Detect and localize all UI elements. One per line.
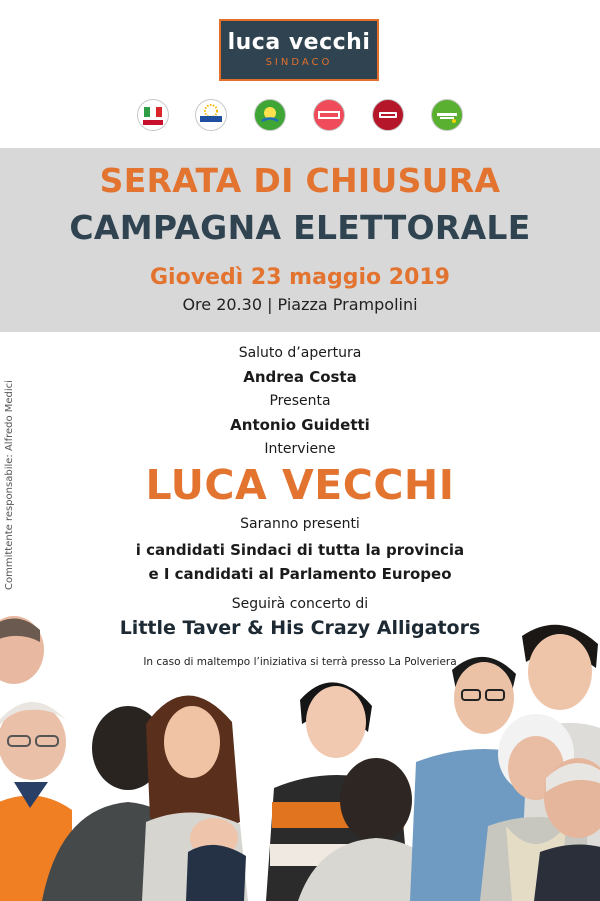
luca-vecchi-logo — [219, 19, 379, 81]
rain-note: In caso di maltempo l’iniziativa si terrà presso La Polveriera — [143, 656, 457, 668]
opening-name: Andrea Costa — [243, 368, 357, 386]
present-line2: e I candidati al Parlamento Europeo — [148, 565, 452, 583]
event-title-line2: CAMPAGNA ELETTORALE — [69, 208, 531, 247]
committente-credit: Committente responsabile: Alfredo Medici — [4, 380, 15, 590]
logo-subtitle: SINDACO — [265, 57, 333, 68]
pd-logo — [137, 99, 169, 131]
person-older-man-left — [0, 616, 44, 684]
piu-europa-logo — [195, 99, 227, 131]
opening-label: Saluto d’apertura — [238, 345, 362, 361]
fare-icon — [373, 100, 403, 130]
presents-name: Antonio Guidetti — [230, 416, 370, 434]
piu-europa-icon — [196, 100, 226, 130]
event-date: Giovedì 23 maggio 2019 — [149, 265, 450, 290]
present-label: Saranno presenti — [240, 516, 360, 532]
present-line1: i candidati Sindaci di tutta la provincia — [135, 541, 465, 559]
person-woman-curly-hair — [142, 695, 248, 901]
event-title-line1: SERATA DI CHIUSURA — [99, 161, 501, 200]
event-time-place: Ore 20.30 | Piazza Prampolini — [182, 295, 418, 314]
civic-list-logo — [254, 99, 286, 131]
civic-list-icon — [255, 100, 285, 130]
party-logos — [0, 99, 600, 133]
presents-label: Presenta — [269, 393, 331, 409]
immagina-reggio-icon — [432, 100, 462, 130]
pd-logo-icon — [138, 100, 168, 130]
concert-label: Seguirà concerto di — [231, 596, 369, 612]
logo-name: luca vecchi — [227, 30, 371, 55]
speaks-label: Interviene — [264, 441, 336, 457]
reggio-e-logo — [313, 99, 345, 131]
reggio-e-icon — [314, 100, 344, 130]
speaker-name: LUCA VECCHI — [145, 461, 455, 509]
immagina-reggio-logo — [431, 99, 463, 131]
group-photo — [0, 612, 600, 901]
concert-name: Little Taver & His Crazy Alligators — [119, 617, 481, 639]
fare-logo — [372, 99, 404, 131]
